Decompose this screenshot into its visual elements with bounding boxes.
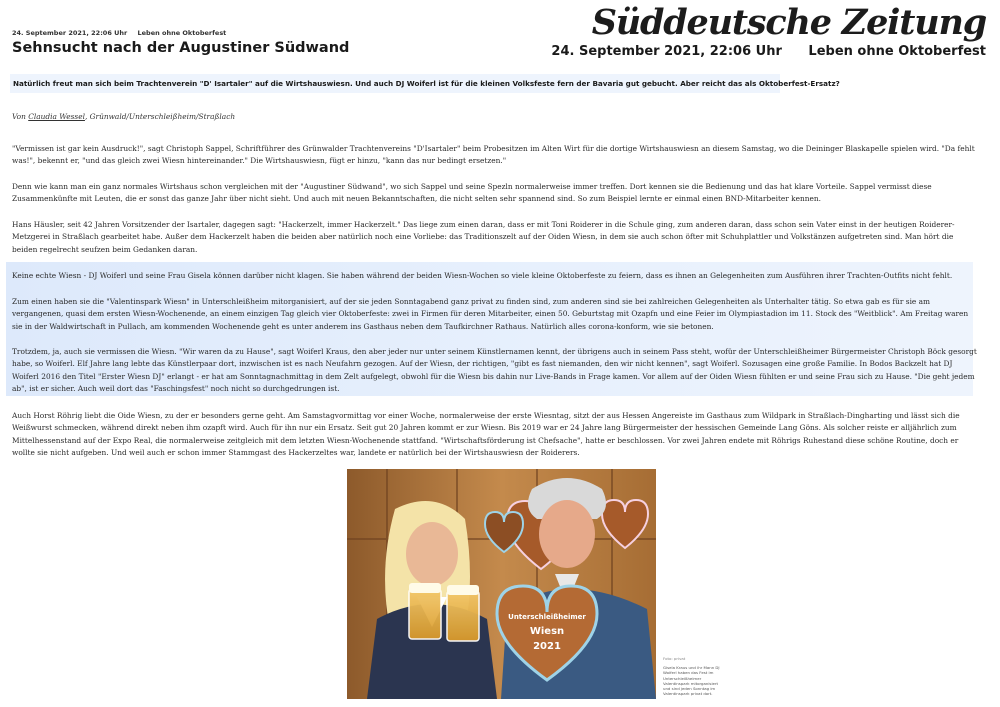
- article-meta-small: [12, 29, 226, 37]
- paragraph-3: Hans Häusler, seit 42 Jahren Vorsitzender der Isartaler, dagegen sagt: "Hackerzelt, immer Hackerzelt." Das liege zum einen daran, dass er mit Toni Roiderer in die Schule ging, zum anderen daran, dass schon sein Vater einst in der heutigen Roiderer-Metzgerei in Straßlach gearbeitet habe. Außer dem Hackerzelt haben die beiden aber natürlich noch eine Vorliebe: das Traditionszelt auf der Oiden Wiesn, in dem sie auch schon öfter mit Schuhplattler und Volkstänzen aufgetreten sind. Man hört die beiden regelrecht seufzen beim Gedanken daran.: [12, 220, 955, 254]
- paragraph-2: Denn wie kann man ein ganz normales Wirtshaus schon vergleichen mit der "Augustiner Südwand", wo sich Sappel und seine Spezln normalerweise immer treffen. Dort kennen sie die Bedienung und das hat klare Vorteile. Sappel vermisst diese Zusammenkünfte mit Leuten, die er sonst das ganze Jahr über nicht sieht. Und auch mit neuen Bekanntschaften, die nicht selten sehr spannend sind. So zum Beispiel lernte er einmal einen BND-Mitarbeiter kennen.: [12, 182, 932, 204]
- article-lead: Natürlich freut man sich beim Trachtenverein "D' Isartaler" auf die Wirtshauswiesn. Und auch DJ Woiferl ist für die kleinen Volksfeste fern der Bavaria gut gebucht. Aber reicht das als Oktoberfest-Ersatz?: [10, 74, 780, 93]
- article-photo: [347, 469, 656, 699]
- article-date-large: 24. September 2021, 22:06 Uhr: [551, 44, 782, 59]
- heart-text-line1: Unterschleißheimer: [508, 613, 586, 621]
- photo-credit: Foto: privat: [663, 656, 686, 661]
- article-meta-large: [551, 44, 986, 59]
- byline-prefix: Von: [12, 112, 29, 121]
- paragraph-5: Zum einen haben sie die "Valentinspark Wiesn" in Unterschleißheim mitorganisiert, auf der sie jeden Sonntagabend ganz privat zu finden sind, zum anderen sind sie bei zahlreichen Gelegenheiten als Unterhalter tätig. So etwa gab es für sie am vergangenen, quasi dem ersten Wiesn-Wochenende, an einem einzigen Tag gleich vier Oktoberfeste: zwei in Firmen für deren Mitarbeiter, einen 50. Geburtstag mit Ozapfn und eine Feier im Olympiastadion im 11. Stock des "Weitblick". Am Freitag waren sie in der Waldwirtschaft in Pullach, am kommenden Wochenende geht es unter anderem ins Gasthaus neben dem Taufkirchner Rathaus. Natürlich alles corona-konform, wie sie betonen.: [12, 297, 969, 331]
- photo-caption: [663, 656, 723, 696]
- article-byline: [12, 112, 235, 121]
- heart-text-line3: 2021: [533, 641, 561, 652]
- article-section-large: Leben ohne Oktoberfest: [808, 44, 986, 59]
- article-headline: Sehnsucht nach der Augustiner Südwand: [12, 40, 350, 56]
- paragraph-7: Auch Horst Röhrig liebt die Oide Wiesn, zu der er besonders gerne geht. Am Samstagvormittag vor einer Woche, normalerweise der erste Wiesntag, sitzt der aus Hessen Angereiste im Gasthaus zum Wildpark in Straßlach-Dingharting und lässt sich die Weißwurst schmecken, während direkt neben ihm ozapft wird. Auch für ihn nur ein Ersatz. Seit gut 20 Jahren kommt er zur Wiesn. Bis 2019 war er 24 Jahre lang Bürgermeister der hessischen Gemeinde Lang Göns. Als solcher reiste er alljährlich zum Mittelhessenstand auf der Expo Real, die normalerweise zeitgleich mit dem letzten Wiesn-Wochenende stattfand. "Wirtschaftsförderung ist Chefsache", hatte er beschlossen. Vor zwei Jahren endete mit Röhrigs Ruhestand diese schöne Routine, doch er wollte sie nicht aufgeben. Und weil auch er schon immer Stammgast des Hackerzeltes war, landete er natürlich bei der Wirtshauswiesn der Roiderers.: [12, 411, 960, 458]
- photo-caption-text: Gisela Kraus und ihr Mann DJ Woiferl haben das Fest im Unterschleißheimer Valentinspark mitorganisiert und sind jeden Sonntag im Valentinspark privat dort.: [663, 665, 720, 697]
- byline-places: , Grünwald/Unterschleißheim/Straßlach: [84, 112, 236, 121]
- author-link[interactable]: Claudia Wessel: [28, 112, 85, 121]
- newspaper-masthead: Süddeutsche Zeitung: [591, 2, 986, 43]
- article-date: 24. September 2021, 22:06 Uhr: [12, 29, 128, 37]
- paragraph-1: "Vermissen ist gar kein Ausdruck!", sagt Christoph Sappel, Schriftführer des Grünwalder Trachtenvereins "D'Isartaler" beim Probesitzen im Alten Wirt für die dortige Wirtshauswiesn an diesem Samstag, wo die Deininger Blaskapelle spielen wird. "Da fehlt was!", bekennt er, "und das gleich zwei Wiesn hintereinander." Die Wirtshauswiesn, fügt er hinzu, "kann das nur bedingt ersetzen.": [12, 144, 975, 166]
- heart-text-line2: Wiesn: [529, 626, 565, 637]
- paragraph-6: Trotzdem, ja, auch sie vermissen die Wiesn. "Wir waren da zu Hause", sagt Woiferl Kraus, den aber jeder nur unter seinem Künstlernamen kennt, der übrigens auch in seinem Pass steht, wofür der Unterschleißheimer Bürgermeister Christoph Böck gesorgt habe, so Woiferl. Elf Jahre lang lebte das Künstlerpaar dort, inzwischen ist es nach Neufahrn gezogen. Auf der Wiesn, der richtigen, "gibt es fast niemanden, den wir nicht kennen", sagt Woiferl. Sozusagen eine große Familie. In Bodos Backzelt hat DJ Woiferl 2016 den Titel "Erster Wiesn DJ" erlangt - er hat am Sonntagnachmittag in dem Zelt aufgelegt, obwohl für die Wiesn bis dahin nur Live-Bands in Frage kamen. Vor allem auf der Oiden Wiesn fühlten er und seine Frau sich zu Hause. "Die geht jedem ab", ist er sicher. Auch weil dort das "Faschingsfest" noch nicht so durchgedrungen ist.: [12, 347, 977, 394]
- paragraph-4: Keine echte Wiesn - DJ Woiferl und seine Frau Gisela können darüber nicht klagen. Sie haben während der beiden Wiesn-Wochen so viele kleine Oktoberfeste zu feiern, dass es ihnen an Gelegenheiten zum Ausführen ihrer Trachten-Outfits nicht fehlt.: [12, 271, 953, 280]
- article-section: Leben ohne Oktoberfest: [137, 29, 227, 37]
